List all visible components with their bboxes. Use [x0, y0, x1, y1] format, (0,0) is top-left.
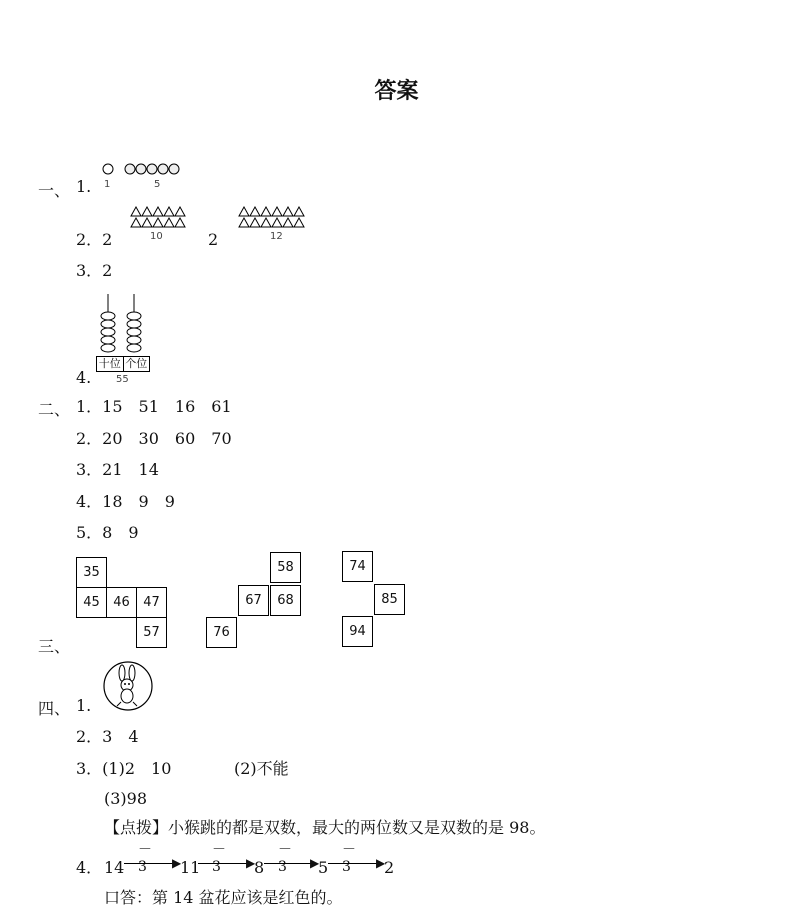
p1-q4: 4.	[76, 368, 92, 387]
grid3-cell: 74	[342, 551, 373, 582]
triangles-label-10: 10	[150, 231, 163, 242]
chain-step-label: －3	[212, 842, 226, 875]
p4-q4-number: 4．	[76, 858, 103, 877]
p4-tip: 【点拨】小猴跳的都是双数，最大的两位数又是双数的是 98。	[104, 818, 546, 837]
single-circle	[103, 164, 113, 174]
grid2-cell: 67	[238, 585, 269, 616]
grid3-cell: 85	[374, 584, 405, 615]
section-4-label: 四、	[38, 699, 71, 718]
grid2-cell: 58	[270, 552, 301, 583]
abacus-value: 55	[116, 374, 129, 385]
section-3-label: 三、	[38, 637, 71, 656]
section-1-label: 一、	[38, 181, 71, 200]
abacus-ones-label: 个位	[125, 357, 148, 370]
grid3-cell: 94	[342, 616, 373, 647]
p4-answer: 口答：第 14 盆花应该是红色的。	[104, 888, 343, 907]
circles-label-5: 5	[154, 179, 161, 190]
grid2-cell: 68	[270, 585, 301, 616]
chain-value: 8	[254, 858, 265, 877]
p1-q1-number: 1.	[76, 177, 92, 196]
p4-q1: 1.	[76, 696, 92, 715]
abacus-figure	[94, 292, 152, 358]
section-2-label: 二、	[38, 400, 71, 419]
grid1-cell: 35	[76, 557, 107, 588]
arrow-head-icon: ▶	[376, 856, 386, 870]
p4-q3a: 3．(1)2 10	[76, 759, 172, 778]
abacus-base	[96, 356, 150, 372]
five-circles	[125, 164, 179, 174]
arrow-head-icon: ▶	[246, 856, 256, 870]
p2-q3: 3．21 14	[76, 460, 159, 479]
chain-step-label: －3	[138, 842, 152, 875]
page-title: 答案	[374, 79, 419, 104]
grid1-cell: 45	[76, 587, 107, 618]
arrow-head-icon: ▶	[310, 856, 320, 870]
p1-q2: 2．2	[76, 230, 113, 249]
grid2-cell: 76	[206, 617, 237, 648]
triangles-label-12: 12	[270, 231, 283, 242]
p4-q2: 2．3 4	[76, 727, 139, 746]
rabbit-icon	[102, 660, 154, 712]
chain-step-label: －3	[342, 842, 356, 875]
p4-q3c: (3)98	[104, 789, 148, 808]
p1-q2-mid: 2	[208, 230, 219, 249]
grid1-cell: 57	[136, 617, 167, 648]
grid1-cell: 46	[106, 587, 137, 618]
p2-q1: 1．15 51 16 61	[76, 397, 232, 416]
circles-label-1: 1	[104, 179, 111, 190]
grid1-cell: 47	[136, 587, 167, 618]
chain-value: 14	[104, 858, 125, 877]
triangles-12-figure	[238, 206, 314, 228]
arrow-head-icon: ▶	[172, 856, 182, 870]
chain-step-label: －3	[278, 842, 292, 875]
circles-figure	[100, 162, 190, 176]
triangles-10-figure	[130, 206, 194, 228]
p2-q5: 5．8 9	[76, 523, 139, 542]
p4-q3b: (2)不能	[234, 759, 289, 778]
chain-value: 11	[180, 858, 201, 877]
chain-value: 5	[318, 858, 329, 877]
p2-q2: 2．20 30 60 70	[76, 429, 232, 448]
p1-q3: 3．2	[76, 261, 113, 280]
p2-q4: 4．18 9 9	[76, 492, 175, 511]
chain-value: 2	[384, 858, 395, 877]
abacus-tens-label: 十位	[97, 357, 124, 371]
